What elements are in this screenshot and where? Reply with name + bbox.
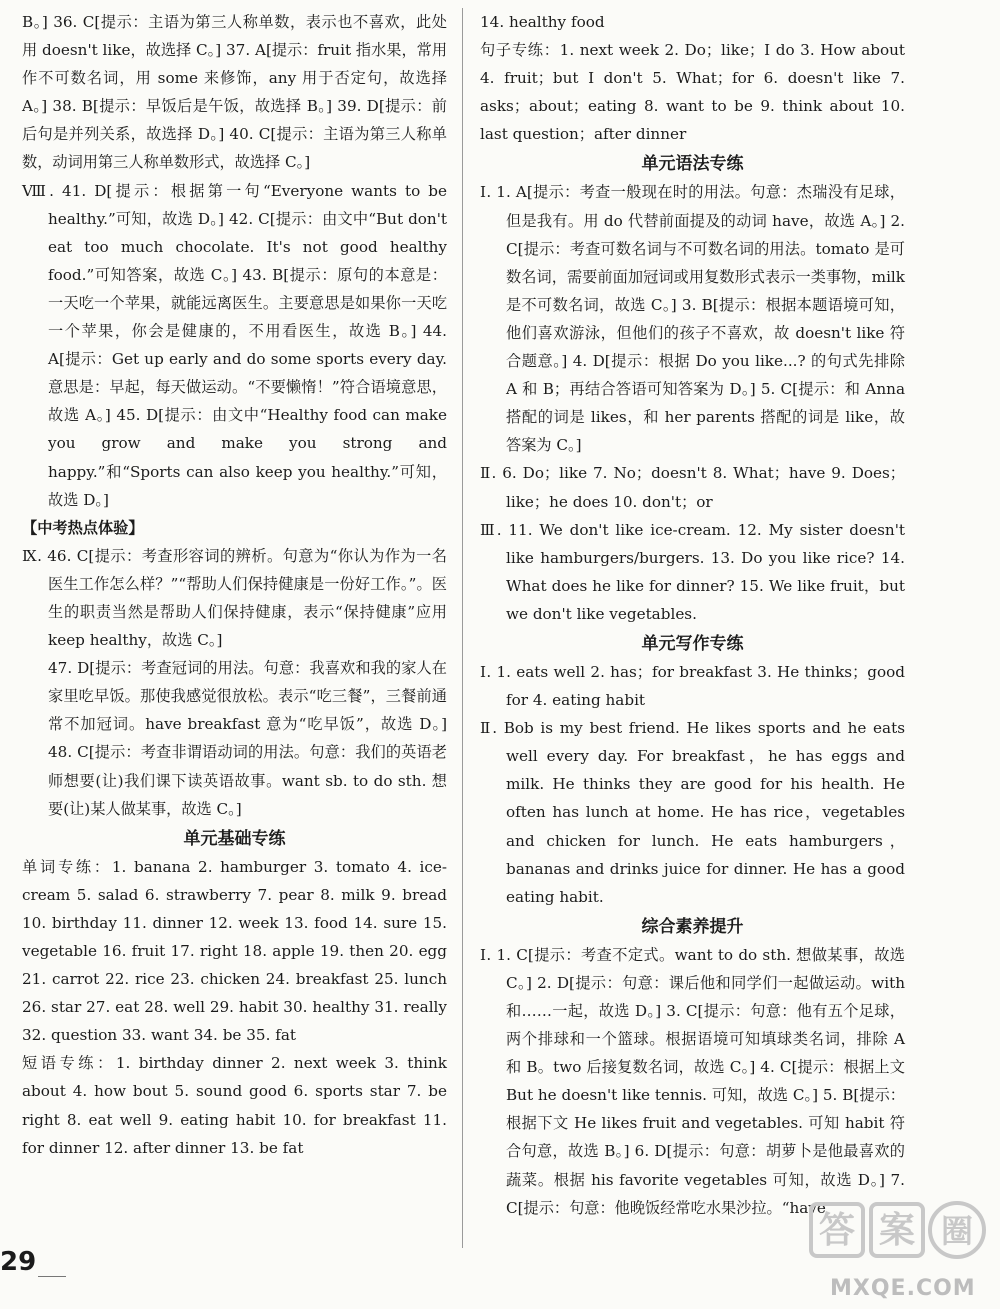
- left-column: [22, 8, 447, 1162]
- page-number: 29: [0, 1247, 37, 1277]
- right-column: [480, 8, 905, 1222]
- section-heading-writing: 单元写作专练: [641, 633, 744, 654]
- svg-text:答: 答: [818, 1210, 856, 1251]
- answer-block-36-40: B。] 36. C[提示：主语为第三人称单数，表示也不喜欢，此处用 doesn't like，故选择 C。] 37. A[提示：fruit 指水果，常用作不可数名词，用 some 来修饰，any 用于否定句，故选择 A。] 38. B[提示：早饭后是午饭，故选择 B。] 39. D[提示：前后句是并列关系，故选择 D。] 40. C[提示：主语为第三人称单数，动词用第三人称单数形式，故选择 C。]: [22, 13, 448, 172]
- exam-hotspot-heading: 【中考热点体验】: [22, 518, 144, 537]
- page-number-rule: [38, 1276, 66, 1277]
- answer-block-section-8: Ⅷ. 41. D[提示：根据第一句“Everyone wants to be healthy.”可知，故选 D。] 42. C[提示：由文中“But don't eat too much chocolate. It's not good healthy food.”可知答案，故选 C。] 43. B[提示：原句的本意是：一天吃一个苹果，就能远离医生。主要意思是如果你一天吃一个苹果，你会是健康的，不用看医生，故选 B。] 44. A[提示：Get up early and do some sports every day. 意思是：早起，每天做运动。“不要懒惰！”符合语境意思，故选 A。] 45. D[提示：由文中“Healthy food can make you grow and make you strong and happy.”和“Sports can also keep you healthy.”可知，故选 D。]: [22, 181, 447, 509]
- writing-part-1: Ⅰ. 1. eats well 2. has；for breakfast 3. He thinks；good for 4. eating habit: [480, 662, 905, 710]
- phrase-practice-answers: 短语专练：1. birthday dinner 2. next week 3. think about 4. how bout 5. sound good 6. sports star 7. be right 8. eat well 9. eating habit 10. for breakfast 11. for dinner 12. after dinner 13. be fat: [22, 1054, 447, 1157]
- section-heading-grammar: 单元语法专练: [641, 154, 744, 175]
- svg-text:圈: 圈: [940, 1212, 974, 1250]
- writing-part-2-essay: Ⅱ. Bob is my best friend. He likes sports and he eats well every day. For breakfast，he has eggs and milk. He thinks they are good for his health. He often has lunch at home. He has rice，vegetables and chicken for lunch. He eats hamburgers，bananas and drinks juice for dinner. He has a good eating habit.: [480, 719, 905, 906]
- sentence-practice-answers: 句子专练：1. next week 2. Do；like；I do 3. How about 4. fruit；but I don't 5. What；for 6. doesn't like 7. asks；about；eating 8. want to be 9. think about 10. last question；after dinner: [480, 41, 905, 144]
- answer-block-46: Ⅸ. 46. C[提示：考查形容词的辨析。句意为“你认为作为一名医生工作怎么样？”“帮助人们保持健康是一份好工作。”。医生的职责当然是帮助人们保持健康，表示“保持健康”应用 keep healthy，故选 C。]: [22, 546, 447, 650]
- watermark-url: MXQE.COM: [830, 1276, 976, 1301]
- grammar-part-2: Ⅱ. 6. Do；like 7. No；doesn't 8. What；have 9. Does；like；he does 10. don't；or: [480, 464, 905, 511]
- phrase-practice-continued: 14. healthy food: [480, 13, 605, 31]
- svg-text:案: 案: [878, 1210, 916, 1251]
- section-heading-basic: 单元基础专练: [183, 828, 286, 849]
- grammar-part-3: Ⅲ. 11. We don't like ice-cream. 12. My sister doesn't like hamburgers/burgers. 13. Do you like rice? 14. What does he like for dinner? 15. We like fruit，but we don't like vegetables.: [480, 520, 905, 623]
- section-heading-comprehensive: 综合素养提升: [641, 916, 744, 937]
- word-practice-answers: 单词专练：1. banana 2. hamburger 3. tomato 4. ice-cream 5. salad 6. strawberry 7. pear 8. milk 9. bread 10. birthday 11. dinner 12. week 13. food 14. sure 15. vegetable 16. fruit 17. right 18. apple 19. then 20. egg 21. carrot 22. rice 23. chicken 24. breakfast 25. lunch 26. star 27. eat 28. well 29. habit 30. healthy 31. really 32. question 33. want 34. be 35. fat: [22, 857, 447, 1045]
- grammar-part-1: Ⅰ. 1. A[提示：考查一般现在时的用法。句意：杰瑞没有足球，但是我有。用 do 代替前面提及的动词 have，故选 A。] 2. C[提示：考查可数名词与不可数名词的用法。tomato 是可数名词，需要前面加冠词或用复数形式表示一类事物，milk 是不可数名词，故选 C。] 3. B[提示：根据本题语境可知，他们喜欢游泳，但他们的孩子不喜欢，故 doesn't like 符合题意。] 4. D[提示：根据 Do you like...? 的句式先排除 A 和 B；再结合答语可知答案为 D。] 5. C[提示：和 Anna 搭配的词是 likes，和 her parents 搭配的词是 like，故答案为 C。]: [480, 183, 905, 455]
- column-divider: [462, 8, 463, 1248]
- comprehensive-part-1: Ⅰ. 1. C[提示：考查不定式。want to do sth. 想做某事，故选 C。] 2. D[提示：句意：课后他和同学们一起做运动。with 和……一起，故选 D。] 3. C[提示：句意：他有五个足球，两个排球和一个篮球。根据语境可知填球类名词，排除 A 和 B。two 后接复数名词，故选 C。] 4. C[提示：根据上文 But he doesn't like tennis. 可知，故选 C。] 5. B[提示：根据下文 He likes fruit and vegetables. 可知 habit 符合句意，故选 B。] 6. D[提示：句意：胡萝卜是他最喜欢的蔬菜。根据 his favorite vegetables 可知，故选 D。] 7. C[提示：句意：他晚饭经常吃水果沙拉。“have: [480, 945, 905, 1217]
- answer-block-47-48: 47. D[提示：考查冠词的用法。句意：我喜欢和我的家人在家里吃早饭。那使我感觉很放松。表示“吃三餐”，三餐前通常不加冠词。have breakfast 意为“吃早饭”，故选 D。] 48. C[提示：考查非谓语动词的用法。句意：我们的英语老师想要(让)我们课下读英语故事。want sb. to do sth. 想要(让)某人做某事，故选 C。]: [48, 659, 447, 818]
